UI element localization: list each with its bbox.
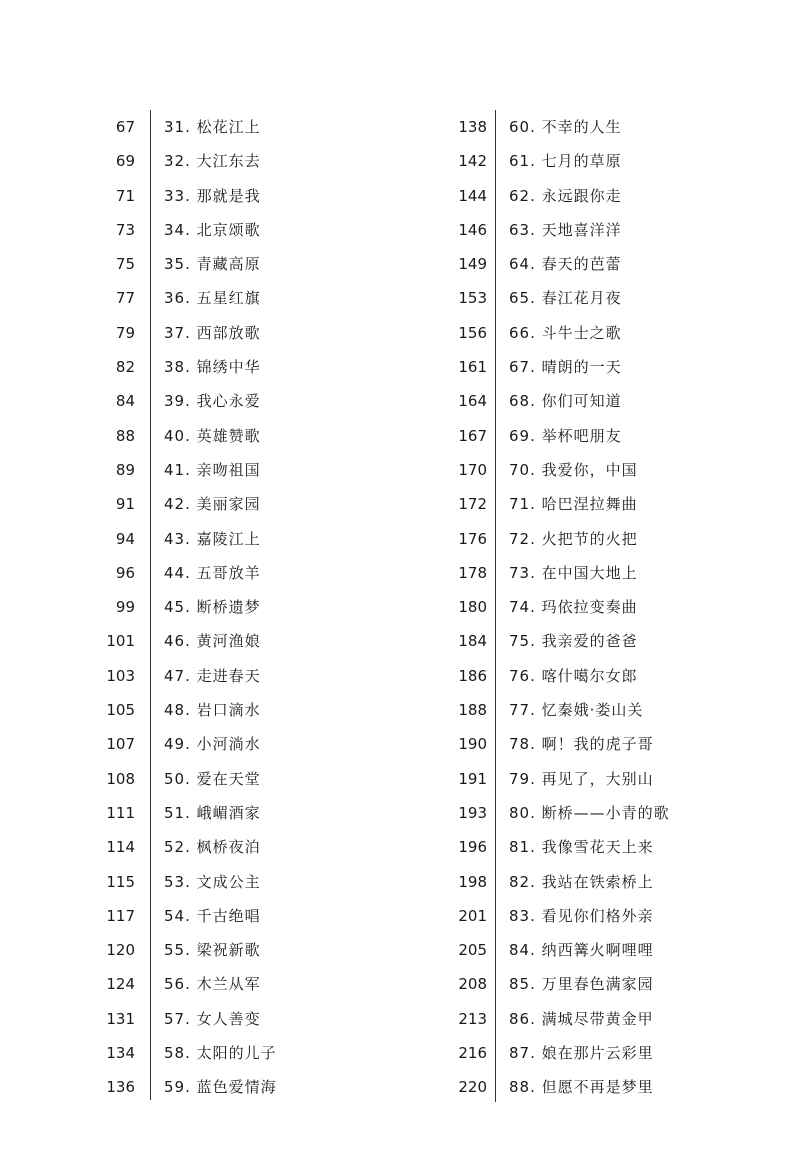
toc-entry [0,247,395,281]
toc-entry [395,1036,790,1070]
page-number: 164 [458,392,487,411]
song-title: 72. 火把节的火把 [509,529,638,548]
song-title: 88. 但愿不再是梦里 [509,1078,654,1097]
song-title: 73. 在中国大地上 [509,563,638,582]
toc-entry [0,1036,395,1070]
toc-entry [0,453,395,487]
song-title: 87. 娘在那片云彩里 [509,1044,654,1063]
page-number: 208 [458,975,487,994]
toc-entry [395,487,790,521]
page-number: 213 [458,1009,487,1028]
toc-entry [395,556,790,590]
page-number: 205 [458,941,487,960]
toc-entry [395,419,790,453]
page-number: 184 [458,632,487,651]
toc-entry [0,1002,395,1036]
song-title: 52. 枫桥夜泊 [164,838,261,857]
toc-entry [395,796,790,830]
toc-entry [0,693,395,727]
page-number: 153 [458,289,487,308]
toc-entry [0,762,395,796]
page-number: 103 [106,666,135,685]
song-title: 36. 五星红旗 [164,289,261,308]
page-number: 144 [458,186,487,205]
toc-entry [0,967,395,1001]
page-number: 105 [106,701,135,720]
song-title: 39. 我心永爱 [164,392,261,411]
toc-entry [0,522,395,556]
song-title: 59. 蓝色爱情海 [164,1078,277,1097]
toc-entry [0,316,395,350]
toc-entry [395,179,790,213]
page-number: 193 [458,803,487,822]
page-number: 84 [115,392,135,411]
toc-entry [0,213,395,247]
page-number: 99 [115,598,135,617]
page-number: 124 [106,975,135,994]
toc-entry [395,247,790,281]
toc-entry [0,590,395,624]
song-title: 86. 满城尽带黄金甲 [509,1009,654,1028]
page-number: 134 [106,1044,135,1063]
song-title: 79. 再见了，大别山 [509,769,654,788]
song-title: 42. 美丽家园 [164,495,261,514]
page-number: 216 [458,1044,487,1063]
page-number: 161 [458,358,487,377]
song-title: 67. 晴朗的一天 [509,358,622,377]
page-number: 82 [115,358,135,377]
song-title: 61. 七月的草原 [509,152,622,171]
song-title: 50. 爱在天堂 [164,769,261,788]
song-title: 38. 锦绣中华 [164,358,261,377]
toc-entry [395,865,790,899]
toc-entry [395,453,790,487]
song-title: 80. 断桥——小青的歌 [509,803,670,822]
song-title: 69. 举杯吧朋友 [509,426,622,445]
song-title: 35. 青藏高原 [164,255,261,274]
song-title: 76. 喀什噶尔女郎 [509,666,638,685]
toc-entry [0,865,395,899]
toc-entry [0,1070,395,1104]
page-number: 142 [458,152,487,171]
page-number: 120 [106,941,135,960]
page-number: 91 [115,495,135,514]
song-title: 57. 女人善变 [164,1009,261,1028]
song-title: 66. 斗牛士之歌 [509,323,622,342]
page-number: 149 [458,255,487,274]
page-number: 96 [115,563,135,582]
page-number: 220 [458,1078,487,1097]
song-title: 46. 黄河渔娘 [164,632,261,651]
toc-entry [0,624,395,658]
page-number: 69 [115,152,135,171]
toc-entry [395,1070,790,1104]
toc-entry [0,933,395,967]
page-number: 108 [106,769,135,788]
song-title: 53. 文成公主 [164,872,261,891]
toc-entry [395,727,790,761]
song-title: 48. 岩口滴水 [164,701,261,720]
toc-entry [0,796,395,830]
page-number: 176 [458,529,487,548]
song-title: 64. 春天的芭蕾 [509,255,622,274]
toc-entry [395,624,790,658]
song-title: 84. 纳西篝火啊哩哩 [509,941,654,960]
page-number: 111 [106,803,135,822]
song-title: 75. 我亲爱的爸爸 [509,632,638,651]
toc-entry [395,693,790,727]
song-title: 51. 峨嵋酒家 [164,803,261,822]
toc-entry [0,659,395,693]
song-title: 54. 千古绝唱 [164,906,261,925]
song-title: 49. 小河淌水 [164,735,261,754]
toc-entry [395,384,790,418]
page-number: 138 [458,118,487,136]
toc-entry [0,487,395,521]
toc-entry [395,830,790,864]
page-number: 94 [115,529,135,548]
song-title: 33. 那就是我 [164,186,261,205]
page-number: 77 [115,289,135,308]
toc-entry [395,967,790,1001]
page-number: 114 [106,838,135,857]
song-title: 83. 看见你们格外亲 [509,906,654,925]
song-title: 41. 亲吻祖国 [164,460,261,479]
song-title: 56. 木兰从军 [164,975,261,994]
toc-entry [395,213,790,247]
page-number: 156 [458,323,487,342]
toc-entry [0,384,395,418]
toc-entry [395,316,790,350]
song-title: 85. 万里春色满家园 [509,975,654,994]
toc-entry [395,522,790,556]
toc-left-list [0,110,395,1105]
toc-entry [0,419,395,453]
toc-entry [395,659,790,693]
song-title: 31. 松花江上 [164,118,261,136]
toc-entry [395,590,790,624]
page-number: 88 [115,426,135,445]
song-title: 78. 啊！我的虎子哥 [509,735,654,754]
page-number: 71 [115,186,135,205]
song-title: 37. 西部放歌 [164,323,261,342]
toc-entry [0,281,395,315]
toc-entry [0,899,395,933]
page-number: 67 [115,118,135,136]
page-number: 79 [115,323,135,342]
toc-entry [395,281,790,315]
song-title: 71. 哈巴涅拉舞曲 [509,495,638,514]
page-number: 191 [458,769,487,788]
toc-entry [395,110,790,144]
song-title: 62. 永远跟你走 [509,186,622,205]
toc-entry [0,830,395,864]
page-number: 180 [458,598,487,617]
song-title: 68. 你们可知道 [509,392,622,411]
page-number: 190 [458,735,487,754]
toc-entry [395,762,790,796]
song-title: 60. 不幸的人生 [509,118,622,136]
page-number: 117 [106,906,135,925]
song-title: 77. 忆秦娥·娄山关 [509,701,644,720]
song-title: 74. 玛依拉变奏曲 [509,598,638,617]
song-title: 82. 我站在铁索桥上 [509,872,654,891]
song-title: 65. 春江花月夜 [509,289,622,308]
song-title: 34. 北京颂歌 [164,220,261,239]
song-title: 44. 五哥放羊 [164,563,261,582]
page-number: 115 [106,872,135,891]
song-title: 63. 天地喜洋洋 [509,220,622,239]
page-number: 136 [106,1078,135,1097]
toc-left-column [0,110,395,1105]
page-number: 101 [106,632,135,651]
song-title: 58. 太阳的儿子 [164,1044,277,1063]
page-number: 188 [458,701,487,720]
page-number: 178 [458,563,487,582]
page-number: 107 [106,735,135,754]
page-number: 201 [458,906,487,925]
page-number: 89 [115,460,135,479]
page-number: 146 [458,220,487,239]
toc-entry [395,350,790,384]
song-title: 81. 我像雪花天上来 [509,838,654,857]
song-title: 70. 我爱你，中国 [509,460,638,479]
page-number: 167 [458,426,487,445]
toc-right-list [395,110,790,1105]
toc-entry [395,899,790,933]
page-number: 186 [458,666,487,685]
song-title: 55. 梁祝新歌 [164,941,261,960]
toc-entry [395,1002,790,1036]
toc-right-column [395,110,790,1105]
toc-entry [0,350,395,384]
page-number: 170 [458,460,487,479]
song-title: 32. 大江东去 [164,152,261,171]
toc-entry [395,144,790,178]
page-number: 198 [458,872,487,891]
toc-entry [0,727,395,761]
toc-entry [0,179,395,213]
song-title: 45. 断桥遗梦 [164,598,261,617]
song-title: 40. 英雄赞歌 [164,426,261,445]
page-number: 73 [115,220,135,239]
toc-entry [395,933,790,967]
toc-entry [0,556,395,590]
page-number: 196 [458,838,487,857]
toc-entry [0,110,395,144]
song-title: 43. 嘉陵江上 [164,529,261,548]
page-number: 75 [115,255,135,274]
page-number: 131 [106,1009,135,1028]
toc-entry [0,144,395,178]
song-title: 47. 走进春天 [164,666,261,685]
page-number: 172 [458,495,487,514]
